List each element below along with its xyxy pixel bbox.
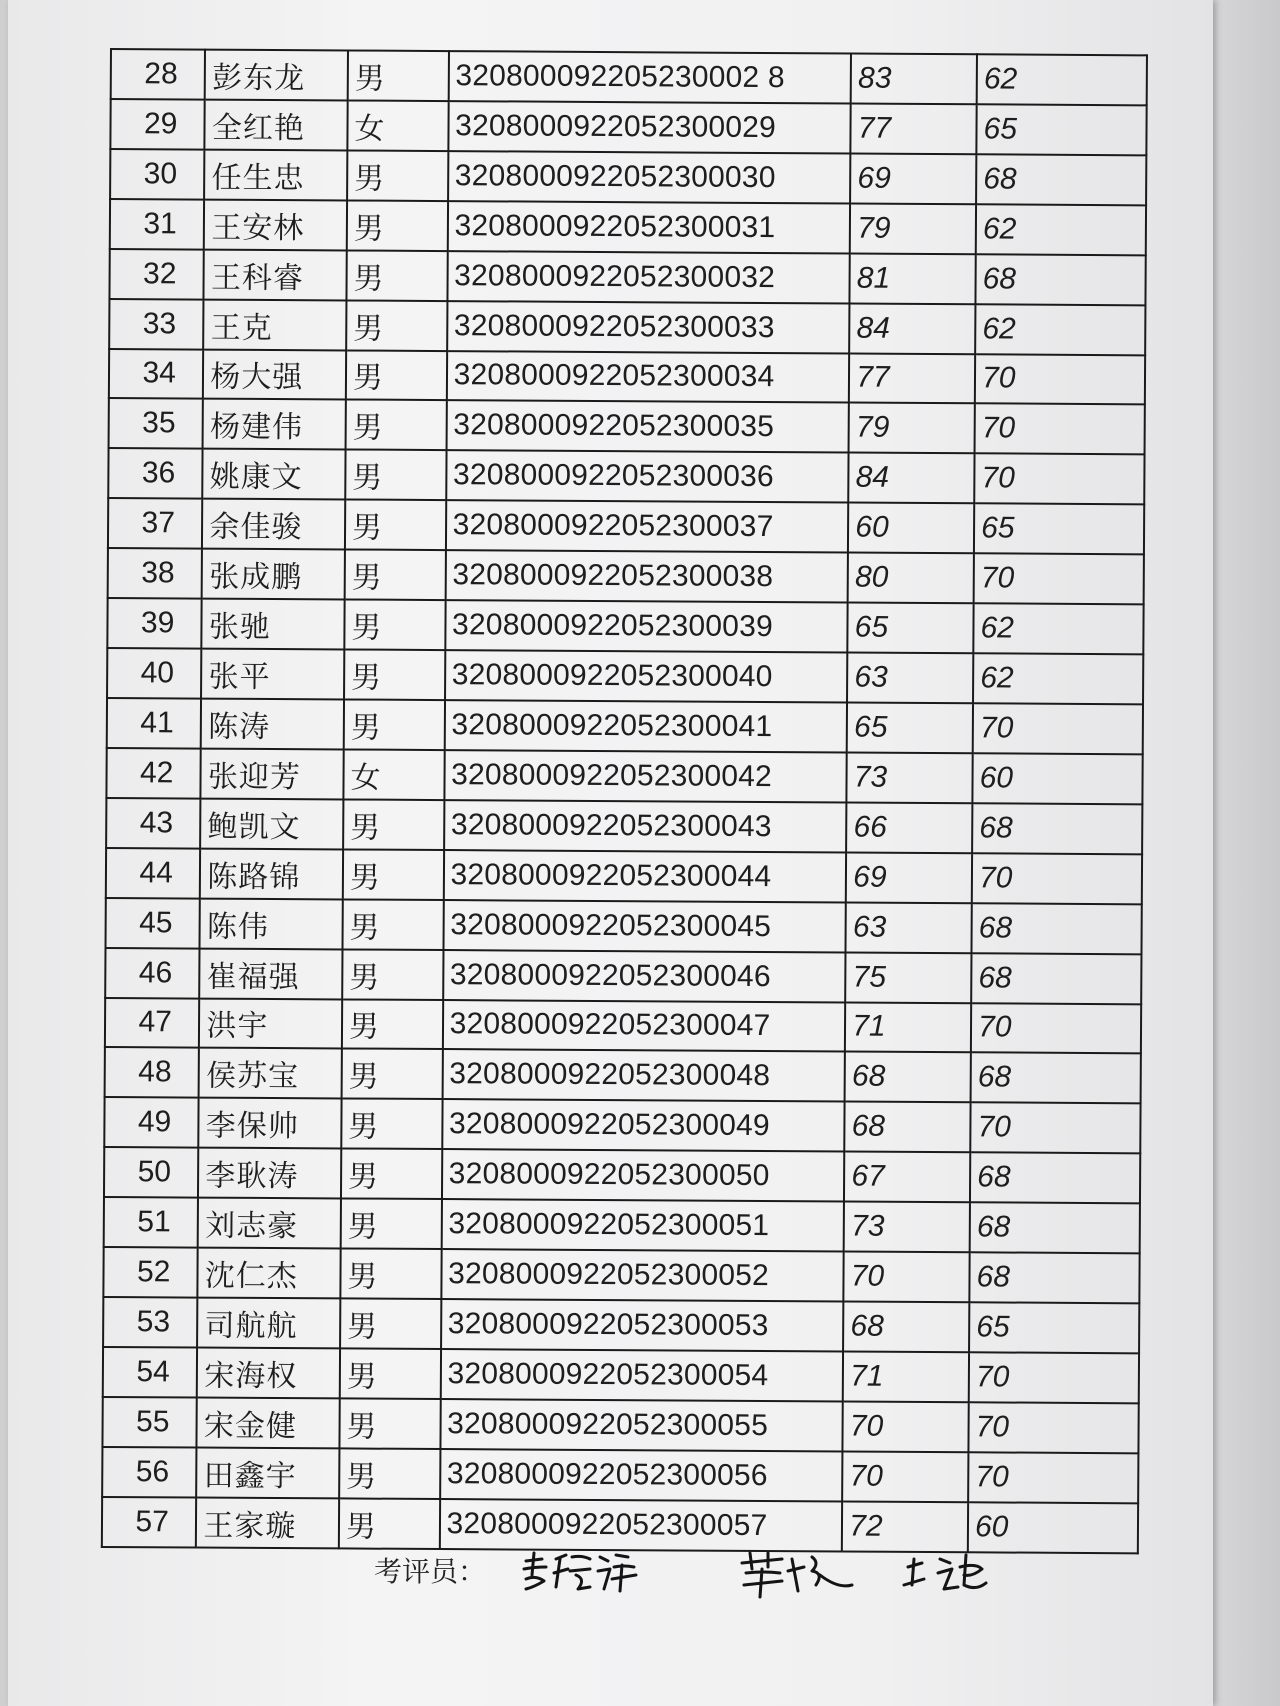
cell-gender: 男 [347,200,448,251]
cell-score-1: 73 [847,752,973,803]
cell-gender: 男 [340,1298,441,1349]
cell-score-1: 68 [845,1102,971,1153]
cell-seq-number: 52 [103,1247,198,1297]
cell-score-1: 72 [842,1501,968,1552]
cell-seq-number: 55 [102,1397,197,1447]
cell-name: 宋海权 [197,1348,340,1399]
cell-score-1: 77 [851,103,977,154]
table-row [103,1347,1139,1403]
cell-id-number: 3208000922052300048 [442,1049,845,1101]
cell-score-1: 65 [848,603,974,654]
cell-score-1: 81 [850,253,976,304]
cell-name: 任生忠 [204,149,347,200]
cell-score-2: 68 [972,903,1142,954]
cell-seq-number: 45 [106,898,201,948]
cell-score-2: 68 [970,1153,1140,1204]
cell-seq-number: 53 [103,1297,198,1347]
cell-id-number: 3208000922052300037 [446,500,849,552]
cell-seq-number: 57 [102,1497,197,1548]
cell-seq-number: 51 [104,1197,199,1247]
table-row [109,249,1145,305]
cell-score-2: 70 [970,1103,1140,1154]
cell-name: 沈仁杰 [198,1248,341,1299]
cell-id-number: 3208000922052300050 [442,1149,845,1201]
table-row [107,648,1143,704]
cell-score-1: 63 [846,902,972,953]
cell-score-2: 70 [969,1352,1139,1403]
cell-score-1: 80 [848,553,974,604]
table-row [111,49,1147,105]
cell-id-number: 3208000922052300041 [444,700,847,752]
cell-gender: 男 [346,400,447,451]
cell-gender: 男 [346,350,447,401]
cell-id-number: 3208000922052300030 [448,151,851,203]
cell-gender: 男 [340,1249,441,1300]
table-row [102,1447,1138,1503]
cell-gender: 男 [342,1049,443,1100]
cell-seq-number: 32 [109,249,204,299]
cell-name: 宋金健 [197,1397,340,1448]
cell-seq-number: 47 [105,998,200,1048]
cell-score-1: 68 [843,1302,969,1353]
cell-gender: 男 [342,949,443,1000]
cell-id-number: 3208000922052300036 [446,450,849,502]
cell-gender: 男 [346,250,447,301]
cell-id-number: 3208000922052300033 [447,301,850,353]
cell-name: 王家璇 [196,1497,339,1548]
cell-seq-number: 50 [104,1147,199,1197]
cell-id-number: 3208000922052300029 [448,101,851,153]
cell-seq-number: 29 [110,99,205,149]
cell-id-number: 3208000922052300046 [443,950,846,1002]
cell-score-2: 65 [974,504,1144,555]
table-row [105,948,1141,1004]
cell-score-2: 68 [972,803,1142,854]
cell-score-1: 68 [845,1052,971,1103]
cell-gender: 男 [345,550,446,601]
cell-score-1: 63 [847,653,973,704]
cell-score-1: 73 [844,1202,970,1253]
signature-3 [904,1555,986,1589]
table-row [103,1297,1139,1353]
cell-seq-number: 49 [104,1097,199,1147]
table-row [108,448,1144,504]
cell-score-2: 68 [969,1252,1139,1303]
cell-name: 崔福强 [200,948,343,999]
cell-score-2: 60 [968,1502,1138,1553]
cell-gender: 男 [343,849,444,900]
cell-name: 田鑫宇 [197,1447,340,1498]
cell-name: 余佳骏 [202,499,345,550]
table-row [110,199,1146,255]
table-row [109,299,1145,355]
cell-name: 鲍凯文 [200,798,343,849]
cell-score-1: 60 [848,503,974,554]
cell-seq-number: 37 [108,498,203,548]
cell-name: 王安林 [204,199,347,250]
cell-gender: 男 [345,450,446,501]
cell-gender: 男 [342,999,443,1050]
signature-1 [524,1553,636,1591]
cell-gender: 男 [340,1348,441,1399]
cell-score-1: 71 [843,1351,969,1402]
cell-seq-number: 39 [107,598,202,648]
cell-name: 杨大强 [203,349,346,400]
cell-seq-number: 41 [107,698,202,748]
cell-seq-number: 38 [108,548,203,598]
cell-name: 王克 [204,299,347,350]
cell-seq-number: 31 [110,199,205,249]
table-row [104,1197,1140,1253]
score-table-body [102,49,1147,1553]
table-row [103,1247,1139,1303]
cell-gender: 女 [347,100,448,151]
cell-gender: 男 [341,1149,442,1200]
cell-id-number: 3208000922052300035 [446,401,849,453]
cell-id-number: 3208000922052300032 [447,251,850,303]
cell-score-2: 62 [975,304,1145,355]
table-row [109,398,1145,454]
cell-score-1: 70 [843,1401,969,1452]
cell-gender: 男 [339,1398,440,1449]
cell-score-1: 69 [846,852,972,903]
cell-gender: 男 [348,50,449,101]
cell-id-number: 3208000922052300043 [444,800,847,852]
cell-score-1: 84 [849,303,975,354]
table-row [108,548,1144,604]
cell-gender: 男 [345,500,446,551]
cell-score-2: 60 [972,753,1142,804]
cell-score-1: 65 [847,703,973,754]
cell-score-1: 79 [850,203,976,254]
table-row [106,898,1142,954]
cell-id-number: 3208000922052300055 [440,1399,843,1451]
cell-name: 张成鹏 [202,549,345,600]
cell-id-number: 3208000922052300052 [441,1249,844,1301]
cell-gender: 男 [344,600,445,651]
cell-id-number: 320800092205230002 8 [448,51,851,103]
cell-seq-number: 43 [106,798,201,848]
examiner-signatures [520,1545,1080,1605]
cell-score-2: 70 [968,1452,1138,1503]
cell-gender: 男 [341,1199,442,1250]
cell-name: 李保帅 [199,1098,342,1149]
cell-id-number: 3208000922052300054 [440,1349,843,1401]
cell-score-1: 67 [844,1152,970,1203]
cell-score-1: 69 [850,153,976,204]
table-row [104,1147,1140,1203]
cell-score-2: 62 [973,653,1143,704]
cell-score-1: 83 [851,54,977,105]
cell-id-number: 3208000922052300042 [444,750,847,802]
cell-seq-number: 56 [102,1447,197,1497]
table-row [106,798,1142,854]
table-row [110,99,1146,155]
cell-id-number: 3208000922052300040 [445,650,848,702]
cell-name: 陈伟 [200,898,343,949]
cell-score-2: 70 [973,703,1143,754]
cell-id-number: 3208000922052300031 [447,201,850,253]
cell-seq-number: 36 [108,448,203,498]
signature-2 [742,1553,852,1597]
cell-score-2: 62 [977,54,1147,105]
cell-gender: 男 [342,899,443,950]
examiner-footer [374,1550,486,1590]
cell-gender: 男 [339,1498,440,1549]
cell-id-number: 3208000922052300034 [446,351,849,403]
cell-seq-number: 34 [109,349,204,399]
cell-gender: 女 [343,749,444,800]
cell-gender: 男 [339,1448,440,1499]
score-table [101,48,1148,1554]
cell-seq-number: 42 [106,748,201,798]
cell-score-1: 77 [849,353,975,404]
cell-seq-number: 33 [109,299,204,349]
table-row [105,1047,1141,1103]
cell-seq-number: 40 [107,648,202,698]
cell-name: 司航航 [197,1298,340,1349]
cell-score-1: 71 [845,1002,971,1053]
cell-name: 杨建伟 [203,399,346,450]
cell-id-number: 3208000922052300056 [440,1449,843,1501]
cell-score-2: 70 [975,354,1145,405]
cell-score-2: 70 [971,1003,1141,1054]
table-row [107,598,1143,654]
table-row [107,698,1143,754]
table-row [105,998,1141,1054]
cell-seq-number: 54 [103,1347,198,1397]
paper-stack-shadow [1213,0,1280,1706]
cell-id-number: 3208000922052300038 [445,550,848,602]
table-row [108,498,1144,554]
cell-id-number: 3208000922052300049 [442,1099,845,1151]
cell-score-2: 62 [976,204,1146,255]
cell-id-number: 3208000922052300044 [443,850,846,902]
cell-id-number: 3208000922052300051 [441,1199,844,1251]
cell-seq-number: 35 [109,398,204,448]
cell-id-number: 3208000922052300053 [441,1299,844,1351]
examiner-label: 考评员： [374,1555,487,1588]
cell-score-2: 65 [969,1302,1139,1353]
cell-score-2: 70 [969,1402,1139,1453]
cell-seq-number: 44 [106,848,201,898]
cell-score-1: 70 [842,1451,968,1502]
table-row [109,349,1145,405]
cell-gender: 男 [344,699,445,750]
table-row [110,149,1146,205]
cell-gender: 男 [347,150,448,201]
cell-score-2: 65 [976,104,1146,155]
cell-id-number: 3208000922052300057 [439,1499,842,1552]
cell-name: 王科睿 [204,249,347,300]
cell-id-number: 3208000922052300047 [442,1000,845,1052]
cell-name: 李耿涛 [198,1148,341,1199]
cell-id-number: 3208000922052300039 [445,600,848,652]
cell-score-1: 70 [844,1252,970,1303]
cell-gender: 男 [344,650,445,701]
cell-seq-number: 46 [105,948,200,998]
cell-score-2: 68 [976,254,1146,305]
cell-score-2: 68 [971,1053,1141,1104]
cell-name: 张平 [201,649,344,700]
cell-name: 陈涛 [201,699,344,750]
cell-score-2: 70 [974,454,1144,505]
table-row [102,1397,1138,1453]
cell-score-2: 70 [974,554,1144,605]
cell-name: 全红艳 [205,100,348,151]
cell-name: 洪宇 [199,998,342,1049]
cell-score-1: 66 [846,802,972,853]
cell-name: 彭东龙 [205,50,348,101]
cell-score-2: 70 [975,404,1145,455]
cell-score-1: 79 [849,403,975,454]
table-row [106,848,1142,904]
table-row [106,748,1142,804]
cell-gender: 男 [343,799,444,850]
cell-name: 姚康文 [203,449,346,500]
cell-name: 陈路锦 [200,848,343,899]
cell-score-2: 68 [970,1202,1140,1253]
cell-gender: 男 [341,1099,442,1150]
cell-name: 张迎芳 [201,748,344,799]
cell-score-1: 75 [845,952,971,1003]
cell-score-2: 68 [976,154,1146,205]
cell-name: 刘志豪 [198,1198,341,1249]
cell-gender: 男 [346,300,447,351]
cell-seq-number: 30 [110,149,205,199]
table-row [104,1097,1140,1153]
cell-name: 张驰 [202,599,345,650]
cell-score-2: 70 [972,853,1142,904]
cell-score-2: 68 [971,953,1141,1004]
cell-score-1: 84 [848,453,974,504]
cell-score-2: 62 [973,603,1143,654]
cell-id-number: 3208000922052300045 [443,900,846,952]
cell-seq-number: 48 [105,1047,200,1097]
cell-name: 侯苏宝 [199,1048,342,1099]
cell-seq-number: 28 [111,49,206,99]
